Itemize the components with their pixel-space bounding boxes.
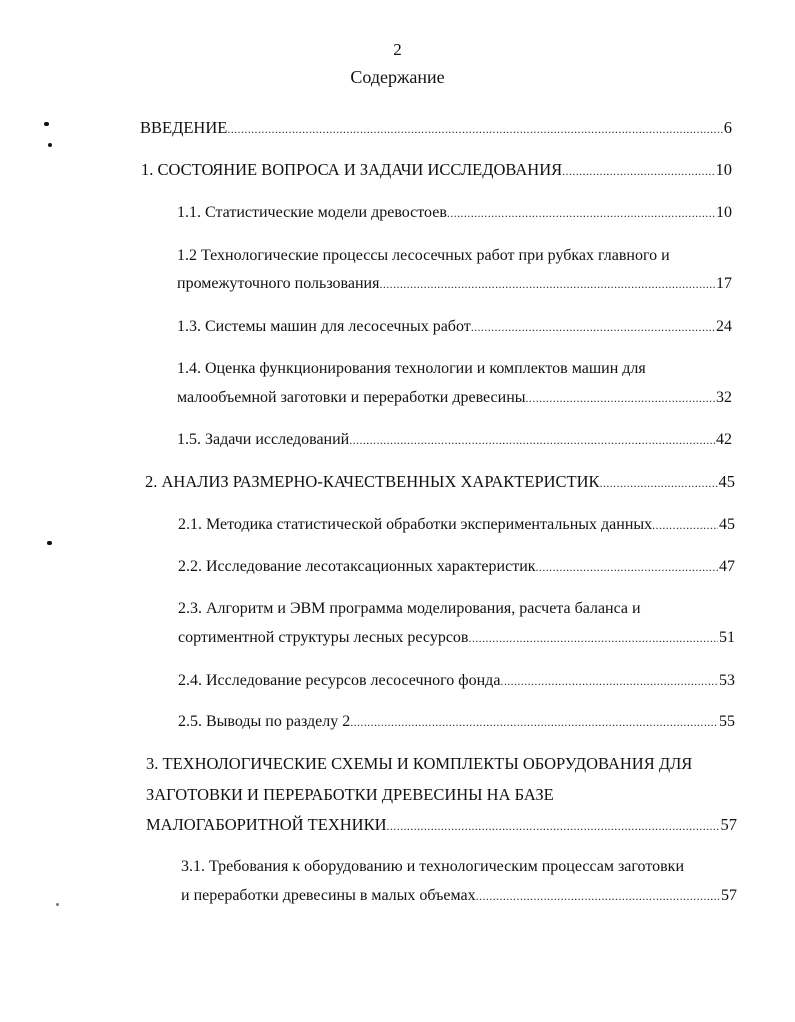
toc-entry-section-1-4-line-1[interactable]: 1.4. Оценка функционирования технологии и комплектов машин для <box>177 360 646 377</box>
toc-entry-section-2-5[interactable] <box>178 712 735 732</box>
dot-leader <box>526 388 715 408</box>
dot-leader <box>379 274 715 294</box>
toc-entry-text: малообъемной заготовки и переработки древесины <box>177 389 526 406</box>
toc-entry-text: сортиментной структуры лесных ресурсов <box>178 629 469 646</box>
toc-entry-text: 2.4. Исследование ресурсов лесосечного фонда <box>178 672 501 689</box>
toc-page-number: 45 <box>719 516 735 533</box>
toc-entry-text: 1.3. Системы машин для лесосечных работ <box>177 318 471 335</box>
toc-entry-text: 2.1. Методика статистической обработки экспериментальных данных <box>178 516 653 533</box>
dot-leader <box>349 430 715 450</box>
toc-page-number: 10 <box>715 160 732 179</box>
toc-entry-section-2-4[interactable] <box>178 671 735 691</box>
toc-entry-text: промежуточного пользования <box>177 275 380 292</box>
toc-page-number: 57 <box>721 887 737 904</box>
toc-entry-chapter-2[interactable] <box>145 472 735 493</box>
dot-leader <box>227 119 722 139</box>
toc-page-number: 55 <box>719 713 735 730</box>
dot-leader <box>562 161 714 181</box>
dot-leader <box>471 317 715 337</box>
dot-leader <box>500 671 718 691</box>
scan-speck <box>56 903 59 906</box>
scan-speck <box>48 143 52 147</box>
toc-page-number: 45 <box>718 472 735 491</box>
toc-page-number: 47 <box>719 558 735 575</box>
toc-entry-text: 1.1. Статистические модели древостоев <box>177 204 447 221</box>
scan-speck <box>44 122 49 126</box>
toc-page-number: 51 <box>719 629 735 646</box>
toc-entry-section-1-5[interactable] <box>177 430 732 450</box>
toc-entry-text: 1. СОСТОЯНИЕ ВОПРОСА И ЗАДАЧИ ИССЛЕДОВАНИЯ <box>141 160 563 179</box>
toc-entry-chapter-3[interactable] <box>146 815 737 836</box>
toc-page-number: 32 <box>716 389 732 406</box>
scan-speck <box>47 541 52 545</box>
dot-leader <box>600 473 718 493</box>
toc-entry-section-1-1[interactable] <box>177 203 732 223</box>
toc-entry-text: 2.5. Выводы по разделу 2 <box>178 713 351 730</box>
dot-leader <box>350 712 718 732</box>
dot-leader <box>387 816 720 836</box>
toc-entry-text: МАЛОГАБОРИТНОЙ ТЕХНИКИ <box>146 815 387 834</box>
dot-leader <box>536 557 718 577</box>
toc-entry-section-3-1[interactable] <box>181 886 737 906</box>
toc-page-number: 17 <box>716 275 732 292</box>
toc-entry-section-1-3[interactable] <box>177 317 732 337</box>
toc-entry-chapter-3-line-1[interactable]: 3. ТЕХНОЛОГИЧЕСКИЕ СХЕМЫ И КОМПЛЕКТЫ ОБОРУДОВАНИЯ ДЛЯ <box>146 754 693 773</box>
dot-leader <box>447 203 715 223</box>
toc-entry-section-1-2[interactable] <box>177 274 732 294</box>
toc-entry-section-2-3[interactable] <box>178 628 735 648</box>
toc-entry-section-3-1-line-1[interactable]: 3.1. Требования к оборудованию и технологическим процессам заготовки <box>181 858 685 875</box>
toc-page-number: 6 <box>723 118 732 137</box>
toc-entry-section-1-2-line-1[interactable]: 1.2 Технологические процессы лесосечных работ при рубках главного и <box>177 247 670 264</box>
toc-entry-section-2-1[interactable] <box>178 515 735 535</box>
toc-page-number: 24 <box>716 318 732 335</box>
page-number: 2 <box>393 40 402 59</box>
toc-entry-text: 1.5. Задачи исследований <box>177 431 350 448</box>
toc-page-number: 10 <box>716 204 732 221</box>
toc-entry-section-2-3-line-1[interactable]: 2.3. Алгоритм и ЭВМ программа моделирования, расчета баланса и <box>178 600 641 617</box>
dot-leader <box>652 515 718 535</box>
toc-entry-text: ВВЕДЕНИЕ <box>140 118 228 137</box>
toc-entry-text: и переработки древесины в малых объемах <box>181 887 476 904</box>
toc-page-number: 57 <box>720 815 737 834</box>
toc-entry-text: 2.2. Исследование лесотаксационных характеристик <box>178 558 536 575</box>
toc-title: Содержание <box>350 67 445 87</box>
toc-entry-chapter-3-line-2[interactable]: ЗАГОТОВКИ И ПЕРЕРАБОТКИ ДРЕВЕСИНЫ НА БАЗЕ <box>146 785 554 804</box>
toc-page-number: 53 <box>719 672 735 689</box>
toc-entry-section-2-2[interactable] <box>178 557 735 577</box>
toc-entry-section-1-4[interactable] <box>177 388 732 408</box>
toc-entry-introduction[interactable] <box>140 118 732 139</box>
toc-entry-text: 2. АНАЛИЗ РАЗМЕРНО-КАЧЕСТВЕННЫХ ХАРАКТЕРИСТИК <box>145 472 600 491</box>
dot-leader <box>468 628 718 648</box>
toc-entry-chapter-1[interactable] <box>141 160 732 181</box>
toc-page-number: 42 <box>716 431 732 448</box>
dot-leader <box>476 886 720 906</box>
